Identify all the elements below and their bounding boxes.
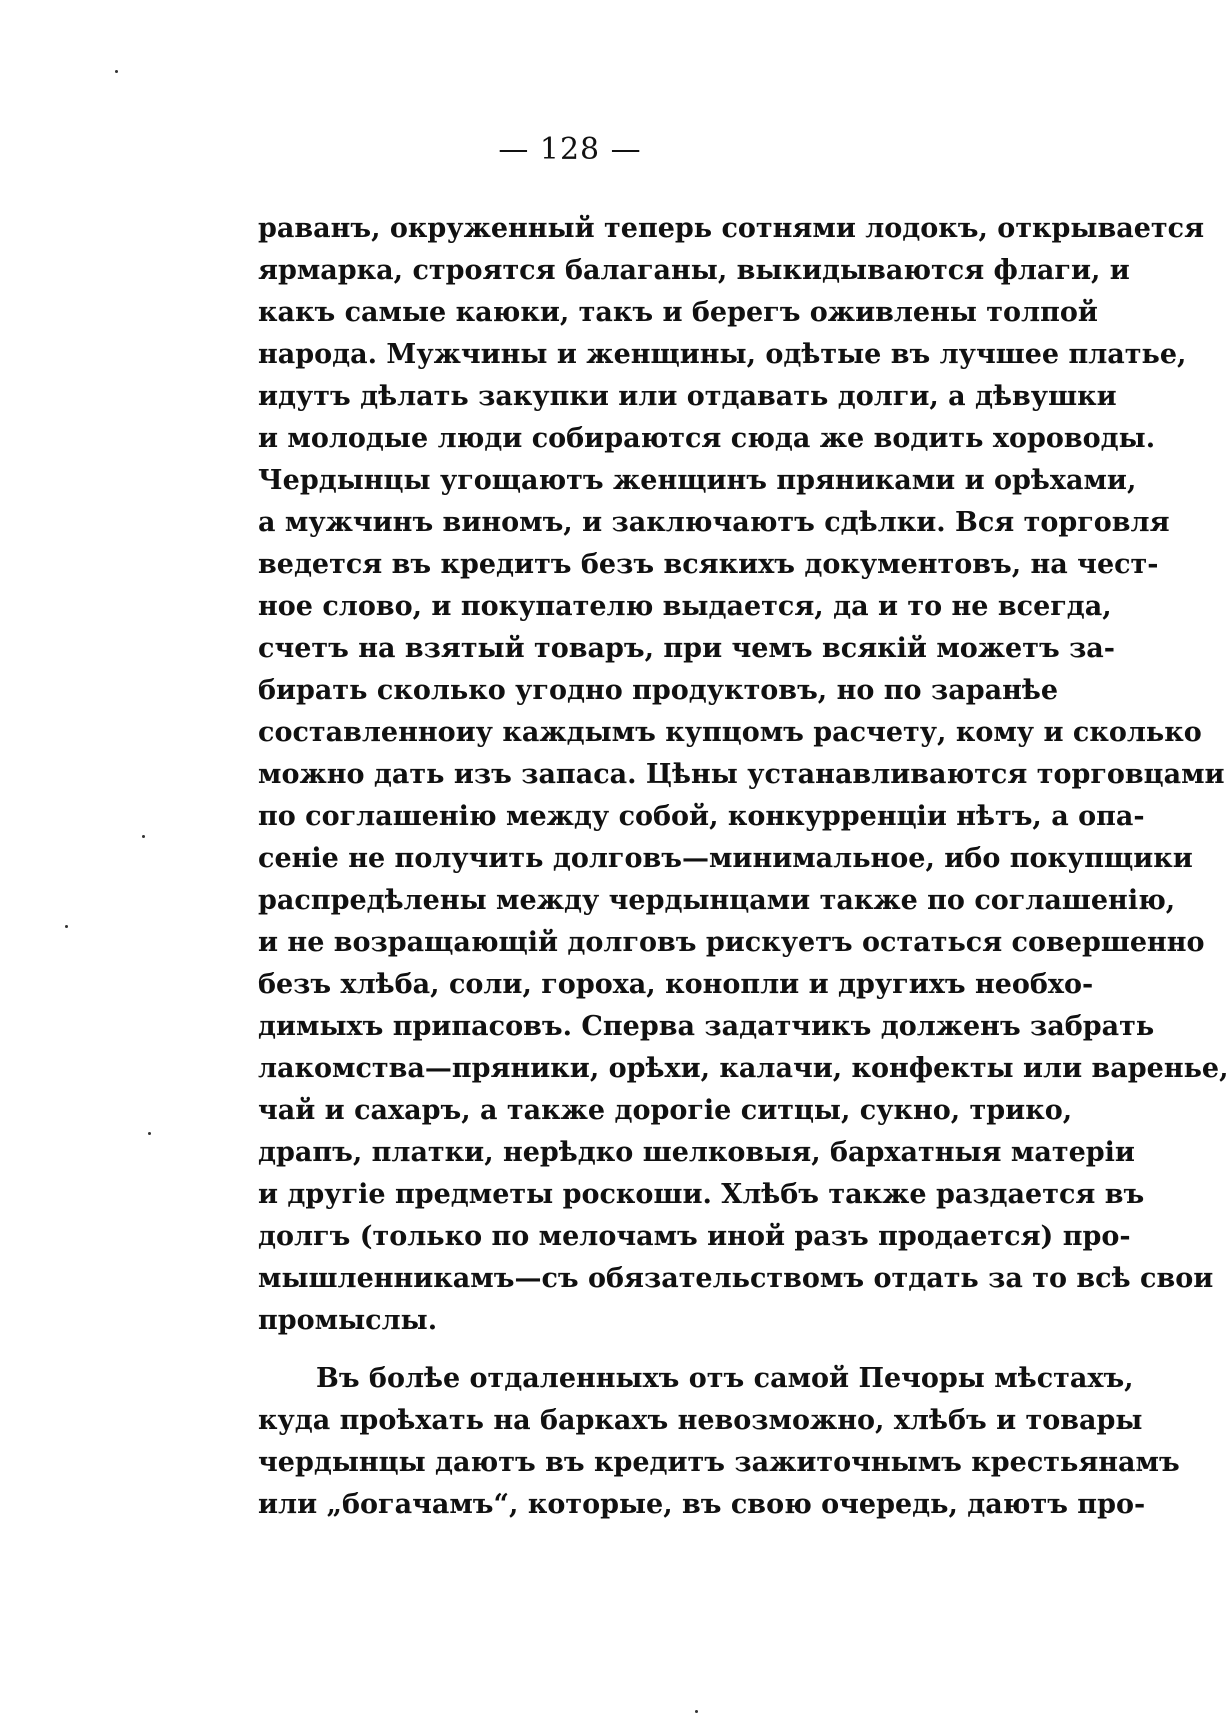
paragraph-gap	[258, 1342, 1058, 1358]
text-line: составленноиу каждымъ купцомъ расчету, кому и сколько	[258, 717, 1202, 748]
text-line: и другіе предметы роскоши. Хлѣбъ также раздается въ	[258, 1179, 1145, 1210]
text-line: по соглашенію между собой, конкурренціи нѣтъ, а опа-	[258, 801, 1145, 832]
text-line: идутъ дѣлать закупки или отдавать долги, а дѣвушки	[258, 381, 1117, 412]
text-line: Чердынцы угощаютъ женщинъ пряниками и орѣхами,	[258, 465, 1137, 496]
text-line: и молодые люди собираются сюда же водить хороводы.	[258, 423, 1156, 454]
text-line: Въ болѣе отдаленныхъ отъ самой Печоры мѣстахъ,	[316, 1363, 1134, 1394]
text-line: и не возращающій долговъ рискуетъ остаться совершенно	[258, 927, 1205, 958]
text-line: а мужчинъ виномъ, и заключаютъ сдѣлки. Вся торговля	[258, 507, 1170, 538]
text-line: ведется въ кредитъ безъ всякихъ документовъ, на чест-	[258, 549, 1159, 580]
body-text	[258, 208, 1228, 1526]
text-line: долгъ (только по мелочамъ иной разъ продается) про-	[258, 1221, 1131, 1252]
scan-speck	[65, 925, 68, 928]
text-line: мышленникамъ—съ обязательствомъ отдать за то всѣ свои	[258, 1263, 1214, 1294]
text-line: ярмарка, строятся балаганы, выкидываются флаги, и	[258, 255, 1130, 286]
scan-speck	[142, 835, 145, 838]
text-line: чердынцы даютъ въ кредитъ зажиточнымъ крестьянамъ	[258, 1447, 1180, 1478]
text-line: распредѣлены между чердынцами также по соглашенію,	[258, 885, 1176, 916]
text-line: какъ самые каюки, такъ и берегъ оживлены толпой	[258, 297, 1098, 328]
text-line: ное слово, и покупателю выдается, да и то не всегда,	[258, 591, 1112, 622]
scan-speck	[695, 1710, 698, 1713]
text-line: народа. Мужчины и женщины, одѣтые въ лучшее платье,	[258, 339, 1187, 370]
text-line: сеніе не получить долговъ—минимальное, ибо покупщики	[258, 843, 1193, 874]
text-line: куда проѣхать на баркахъ невозможно, хлѣбъ и товары	[258, 1405, 1143, 1436]
text-line: промыслы.	[258, 1305, 438, 1336]
paragraph-1	[258, 208, 1228, 1342]
text-line: счетъ на взятый товаръ, при чемъ всякій можетъ за-	[258, 633, 1115, 664]
scan-speck	[148, 1132, 151, 1135]
text-line: можно дать изъ запаса. Цѣны устанавливаются торговцами	[258, 759, 1225, 790]
text-line: лакомства—пряники, орѣхи, калачи, конфекты или варенье,	[258, 1053, 1228, 1084]
text-line: драпъ, платки, нерѣдко шелковыя, бархатныя матеріи	[258, 1137, 1135, 1168]
text-line: бирать сколько угодно продуктовъ, но по заранѣе	[258, 675, 1058, 706]
text-line: безъ хлѣба, соли, гороха, конопли и другихъ необхо-	[258, 969, 1094, 1000]
text-line: чай и сахаръ, а также дорогіе ситцы, сукно, трико,	[258, 1095, 1073, 1126]
text-line: или „богачамъ“, которые, въ свою очередь, даютъ про-	[258, 1489, 1146, 1520]
text-line: раванъ, окруженный теперь сотнями лодокъ, открывается	[258, 213, 1205, 244]
text-line: димыхъ припасовъ. Сперва задатчикъ долженъ забрать	[258, 1011, 1155, 1042]
scan-speck	[115, 70, 118, 73]
page-number: — 128 —	[498, 132, 642, 167]
paragraph-2	[258, 1358, 1180, 1526]
